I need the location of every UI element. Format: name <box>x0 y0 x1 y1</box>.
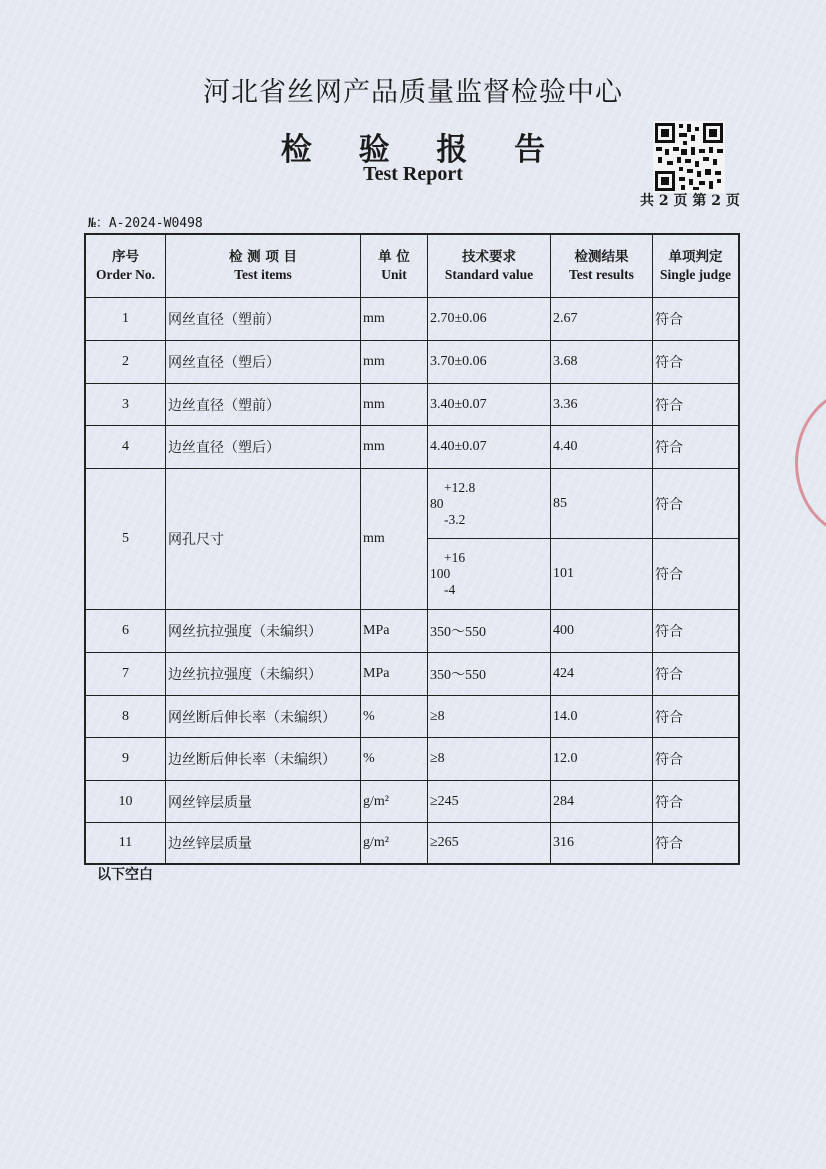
table-cell-result: 101 <box>551 539 653 610</box>
table-cell-item: 边丝断后伸长率（未编织） <box>166 738 361 781</box>
column-header-order: 序号 Order No. <box>86 235 166 298</box>
table-cell-standard: 4.40±0.07 <box>428 426 551 469</box>
table-cell-standard: 350～550 <box>428 610 551 653</box>
official-seal <box>795 388 826 538</box>
table-cell-item: 边丝锌层质量 <box>166 823 361 863</box>
column-header-standard: 技术要求 Standard value <box>428 235 551 298</box>
blank-below-note: 以下空白 <box>97 867 153 883</box>
report-number: №：A-2024-W0498 <box>88 216 203 231</box>
table-cell-item: 网丝抗拉强度（未编织） <box>166 610 361 653</box>
table-cell-order: 7 <box>86 653 166 696</box>
table-cell-order: 6 <box>86 610 166 653</box>
table-cell-item: 边丝直径（塑后） <box>166 426 361 469</box>
table-cell-judge: 符合 <box>653 341 738 384</box>
table-cell-standard: ≥245 <box>428 781 551 823</box>
table-cell-judge: 符合 <box>653 539 738 610</box>
table-cell-judge: 符合 <box>653 469 738 539</box>
table-cell-item: 网丝断后伸长率（未编织） <box>166 696 361 738</box>
report-title-english: Test Report <box>363 163 463 185</box>
qr-code <box>653 121 725 193</box>
tolerance-standard <box>428 469 551 539</box>
tolerance-upper: +12.8 <box>444 479 476 495</box>
table-cell-unit: g/m² <box>361 781 428 823</box>
table-cell-unit: % <box>361 696 428 738</box>
table-cell-standard: 3.70±0.06 <box>428 341 551 384</box>
organization-name: 河北省丝网产品质量监督检验中心 <box>203 77 623 108</box>
table-cell-unit: % <box>361 738 428 781</box>
table-cell-standard: 350～550 <box>428 653 551 696</box>
table-cell-order: 11 <box>86 823 166 863</box>
table-cell-result: 85 <box>551 469 653 539</box>
table-cell-result: 3.36 <box>551 384 653 426</box>
table-cell-judge: 符合 <box>653 653 738 696</box>
table-cell-standard: ≥8 <box>428 738 551 781</box>
table-cell-result: 284 <box>551 781 653 823</box>
table-cell-unit: g/m² <box>361 823 428 863</box>
table-cell-unit: mm <box>361 469 428 610</box>
table-cell-judge: 符合 <box>653 426 738 469</box>
tolerance-lower: -4 <box>444 582 456 597</box>
table-cell-item: 网丝锌层质量 <box>166 781 361 823</box>
tolerance-base: 100 <box>430 566 451 581</box>
table-cell-standard: ≥265 <box>428 823 551 863</box>
table-cell-item: 网孔尺寸 <box>166 469 361 610</box>
tolerance-upper: +16 <box>444 550 466 565</box>
table-cell-unit: mm <box>361 341 428 384</box>
table-cell-unit: mm <box>361 298 428 341</box>
column-header-judge: 单项判定 Single judge <box>653 235 738 298</box>
table-cell-item: 网丝直径（塑前） <box>166 298 361 341</box>
table-cell-result: 424 <box>551 653 653 696</box>
table-cell-judge: 符合 <box>653 298 738 341</box>
table-cell-unit: MPa <box>361 610 428 653</box>
table-cell-order: 8 <box>86 696 166 738</box>
table-cell-judge: 符合 <box>653 610 738 653</box>
tolerance-standard <box>428 539 551 610</box>
table-cell-result: 400 <box>551 610 653 653</box>
table-cell-result: 316 <box>551 823 653 863</box>
table-cell-result: 4.40 <box>551 426 653 469</box>
table-cell-result: 2.67 <box>551 298 653 341</box>
table-cell-judge: 符合 <box>655 836 683 852</box>
table-cell-standard: 2.70±0.06 <box>428 298 551 341</box>
table-cell-unit: mm <box>361 426 428 469</box>
page-info: 共 2 页 第 2 页 <box>640 193 740 209</box>
report-title: 检 验 报 告 <box>280 132 564 168</box>
table-cell-order: 10 <box>86 781 166 823</box>
table-cell-order: 9 <box>86 738 166 781</box>
table-cell-standard: ≥8 <box>428 696 551 738</box>
table-cell-order: 3 <box>86 384 166 426</box>
table-cell-result: 14.0 <box>551 696 653 738</box>
table-cell-result: 3.68 <box>551 341 653 384</box>
table-cell-order: 4 <box>86 426 166 469</box>
table-cell-standard: 3.40±0.07 <box>428 384 551 426</box>
tolerance-base: 80 <box>430 495 444 511</box>
table-cell-judge: 符合 <box>653 384 738 426</box>
table-cell-unit: mm <box>361 384 428 426</box>
table-cell-judge: 符合 <box>653 781 738 823</box>
test-results-table <box>84 233 740 865</box>
tolerance-lower: -3.2 <box>444 511 466 527</box>
table-cell-order: 2 <box>86 341 166 384</box>
table-cell-item: 边丝抗拉强度（未编织） <box>166 653 361 696</box>
table-cell-judge: 符合 <box>653 696 738 738</box>
table-cell-order: 5 <box>86 469 166 610</box>
column-header-unit: 单 位 Unit <box>361 235 428 298</box>
table-cell-item: 网丝直径（塑后） <box>166 341 361 384</box>
table-cell-result: 12.0 <box>551 738 653 781</box>
column-header-items: 检 测 项 目 Test items <box>166 235 361 298</box>
table-cell-item: 边丝直径（塑前） <box>166 384 361 426</box>
table-cell-judge: 符合 <box>653 738 738 781</box>
table-cell-unit: MPa <box>361 653 428 696</box>
column-header-results: 检测结果 Test results <box>551 235 653 298</box>
table-cell-order: 1 <box>86 298 166 341</box>
